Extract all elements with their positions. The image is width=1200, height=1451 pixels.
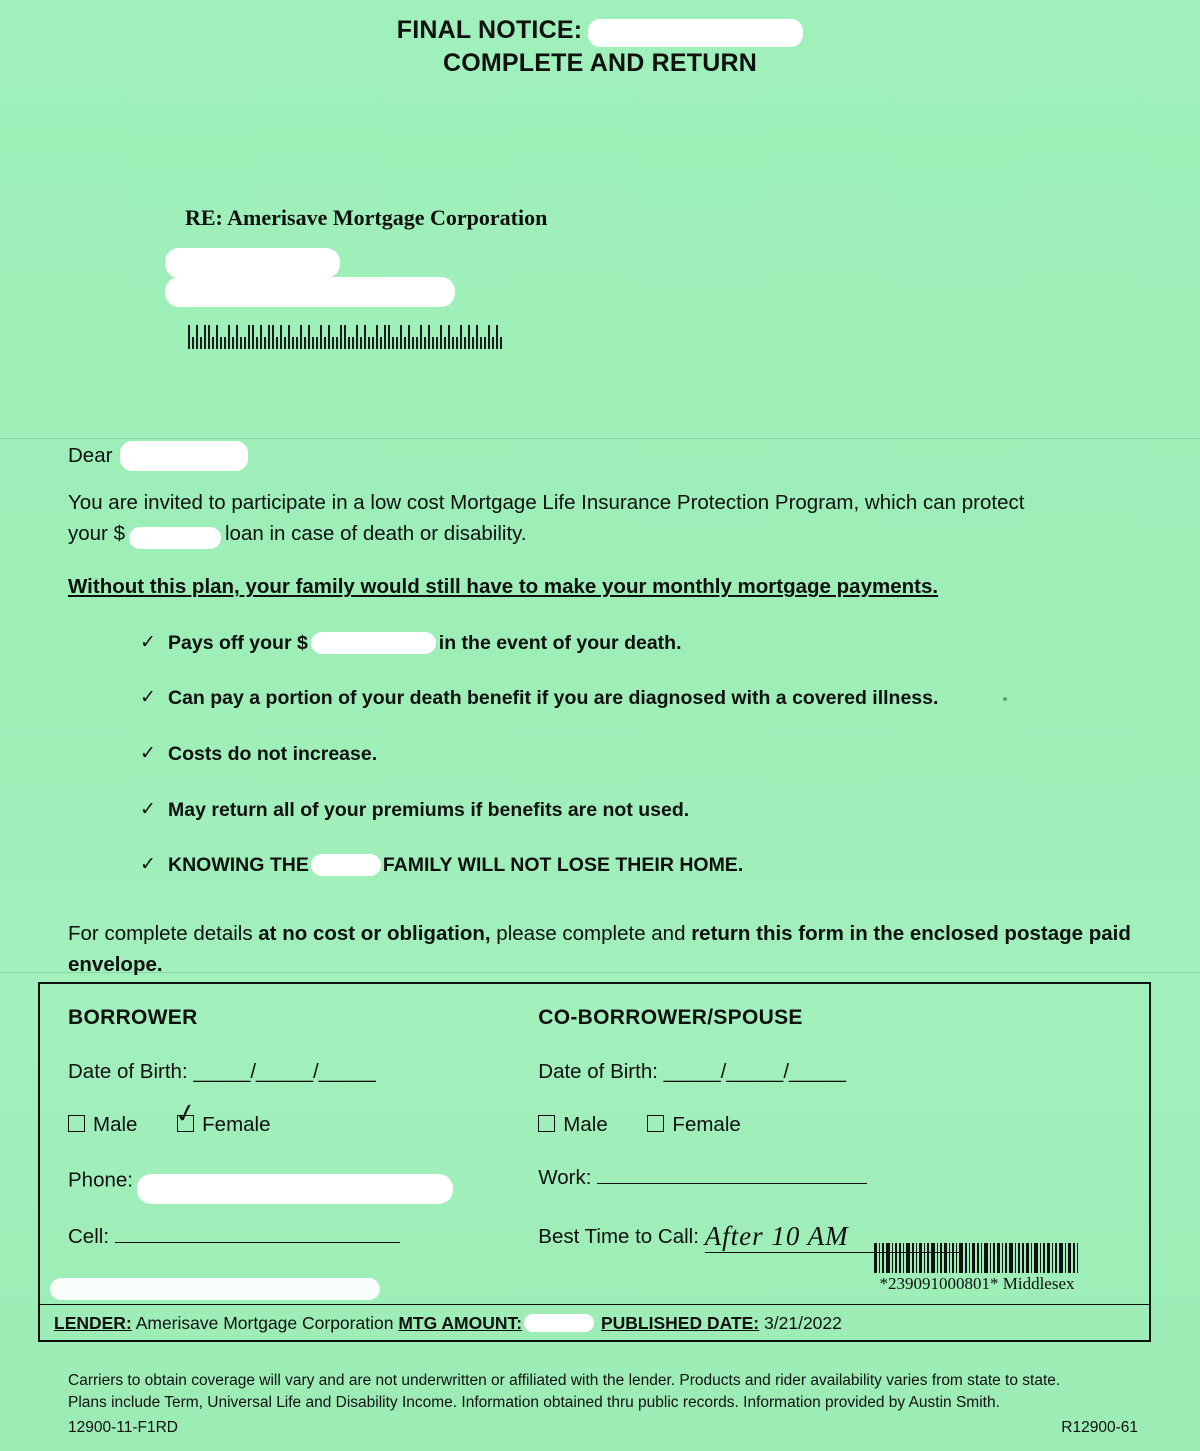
re-block — [185, 205, 547, 231]
invitation-line2-post: loan in case of death or disability. — [224, 522, 527, 546]
benefits-list — [140, 629, 1133, 881]
benefit-text-5-post: FAMILY WILL NOT LOSE THEIR HOME. — [382, 854, 744, 877]
list-item — [140, 796, 1133, 826]
salutation-row — [68, 440, 1133, 471]
final-notice-heading — [0, 14, 1200, 47]
benefit-text-2: Can pay a portion of your death benefit if you are diagnosed with a covered illness. — [168, 687, 939, 710]
invitation-line2-pre: your $ — [68, 522, 125, 546]
check-icon: ✓ — [140, 687, 156, 709]
redaction-block-family-name — [311, 854, 381, 876]
redaction-block-address-line1 — [165, 248, 340, 278]
invitation-paragraph — [68, 487, 1133, 549]
borrower-dob-value: _____/_____/_____ — [193, 1060, 376, 1083]
list-item — [140, 740, 1133, 770]
checkbox-unchecked-icon[interactable] — [68, 1115, 85, 1132]
borrower-title: BORROWER — [68, 1006, 198, 1029]
redaction-block-form-footer — [50, 1278, 380, 1300]
disclaimer-line-2: Plans include Term, Universal Life and Disability Income. Information obtained thru public records. Information provided by Austin Smith. — [68, 1394, 1000, 1412]
check-icon: ✓ — [140, 742, 156, 764]
form-barcode-block — [817, 1243, 1137, 1294]
checkbox-unchecked-icon[interactable] — [538, 1115, 555, 1132]
borrower-section — [40, 984, 528, 1340]
coborrower-male-label: Male — [563, 1113, 608, 1136]
coborrower-gender-group[interactable] — [538, 1113, 1149, 1137]
closing-bold-2: return this form in the enclosed postage paid envelope. — [68, 921, 1131, 976]
final-notice-text: FINAL NOTICE: — [396, 16, 583, 44]
form-id-left: 12900-11-F1RD — [68, 1418, 178, 1436]
closing-bold-1: at no cost or obligation, — [258, 921, 491, 945]
coborrower-female-option[interactable] — [647, 1113, 740, 1137]
list-item — [140, 851, 1133, 881]
lender-row — [40, 1304, 1149, 1340]
list-item — [140, 629, 1133, 659]
coborrower-title: CO-BORROWER/SPOUSE — [538, 1006, 803, 1029]
paper-fold-line-top — [0, 438, 1200, 439]
coborrower-dob-label: Date of Birth: — [538, 1060, 658, 1083]
borrower-phone-label: Phone: — [68, 1168, 133, 1192]
redaction-block-header — [588, 19, 803, 47]
redaction-block-address-line2 — [165, 277, 455, 307]
redaction-block-payoff-amount — [311, 632, 436, 654]
list-item — [140, 684, 1133, 714]
invitation-line1: You are invited to participate in a low cost Mortgage Life Insurance Protection Program, which can protect — [68, 491, 1025, 515]
coborrower-best-time-value: After 10 AM — [704, 1221, 849, 1251]
checkbox-unchecked-icon[interactable] — [647, 1115, 664, 1132]
benefit-text-5-pre: KNOWING THE — [168, 854, 309, 877]
document-header — [0, 0, 1200, 80]
mailing-barcode — [188, 325, 578, 351]
redaction-block-recipient-name — [120, 441, 248, 471]
borrower-cell-label: Cell: — [68, 1225, 110, 1248]
paper-speck — [1003, 697, 1007, 701]
borrower-cell-input-line[interactable] — [115, 1225, 400, 1243]
closing-text-2: please complete and — [490, 921, 692, 945]
coborrower-work-field[interactable] — [538, 1166, 1149, 1190]
coborrower-dob-value: _____/_____/_____ — [663, 1060, 847, 1083]
form-id-row — [68, 1417, 1138, 1439]
reply-form — [38, 982, 1151, 1342]
letter-body — [68, 440, 1133, 980]
headline-warning: Without this plan, your family would still have to make your monthly mortgage payments. — [68, 575, 939, 599]
coborrower-male-option[interactable] — [538, 1113, 607, 1137]
disclaimer-line-1: Carriers to obtain coverage will vary and are not underwritten or affiliated with the lender. Products and rider availability varies from state to state. — [68, 1372, 1061, 1389]
borrower-dob-label: Date of Birth: — [68, 1060, 188, 1083]
mtg-amount-label: MTG AMOUNT: — [398, 1313, 523, 1333]
lender-label: LENDER: — [54, 1313, 132, 1333]
borrower-female-label: Female — [202, 1113, 271, 1136]
benefit-text-1-post: in the event of your death. — [438, 631, 682, 654]
coborrower-work-input-line[interactable] — [597, 1166, 867, 1184]
salutation-label: Dear — [68, 444, 113, 467]
disclaimer-block — [68, 1370, 1138, 1439]
check-icon: ✓ — [140, 854, 156, 876]
published-date-value: 3/21/2022 — [764, 1313, 842, 1333]
borrower-male-label: Male — [93, 1113, 138, 1136]
check-icon: ✓ — [140, 798, 156, 820]
closing-text-1: For complete details — [68, 921, 259, 945]
redaction-block-phone — [137, 1174, 453, 1204]
coborrower-section — [528, 984, 1149, 1340]
borrower-gender-group[interactable] — [68, 1097, 528, 1137]
coborrower-dob-field[interactable] — [538, 1060, 1149, 1084]
lender-name: Amerisave Mortgage Corporation — [135, 1313, 394, 1333]
form-barcode-code: *239091000801* Middlesex — [879, 1274, 1075, 1293]
coborrower-work-label: Work: — [538, 1166, 592, 1189]
borrower-male-option[interactable] — [68, 1113, 137, 1137]
redaction-block-mtg-amount — [524, 1314, 594, 1332]
benefit-text-3: Costs do not increase. — [168, 742, 378, 765]
coborrower-female-label: Female — [672, 1113, 741, 1136]
borrower-cell-field[interactable] — [68, 1225, 528, 1249]
re-line: RE: Amerisave Mortgage Corporation — [185, 205, 548, 230]
form-id-right: R12900-61 — [1061, 1418, 1138, 1436]
complete-and-return-heading: COMPLETE AND RETURN — [443, 49, 757, 77]
borrower-female-option[interactable] — [172, 1097, 271, 1137]
benefit-text-1-pre: Pays off your $ — [168, 631, 308, 654]
borrower-dob-field[interactable] — [68, 1060, 528, 1084]
form-barcode — [817, 1243, 1137, 1273]
benefit-text-4: May return all of your premiums if benefits are not used. — [168, 798, 690, 821]
closing-paragraph — [68, 919, 1133, 981]
borrower-phone-field[interactable] — [68, 1166, 528, 1196]
check-icon: ✓ — [140, 631, 156, 653]
coborrower-best-time-label: Best Time to Call: — [538, 1225, 699, 1248]
handwritten-check-icon: ✓ — [172, 1097, 200, 1130]
redaction-block-loan-amount — [129, 527, 221, 549]
published-date-label: PUBLISHED DATE: — [600, 1313, 760, 1333]
